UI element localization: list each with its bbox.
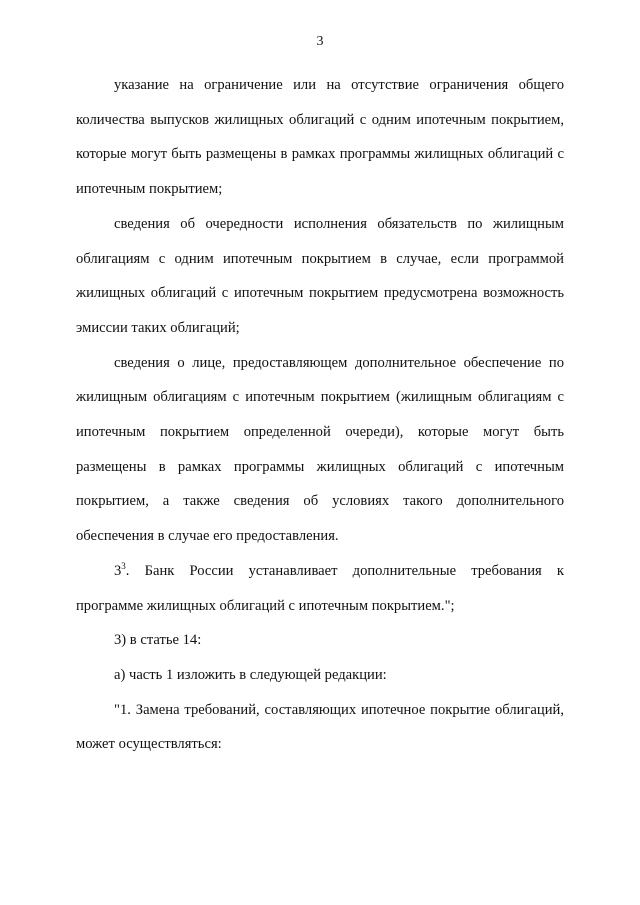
clause-3-3-number: 3 — [114, 562, 122, 579]
item-3: 3) в статье 14: — [114, 632, 202, 649]
page-number: 3 — [316, 34, 324, 49]
document-body — [76, 68, 564, 762]
item-a: а) часть 1 изложить в следующей редакции: — [114, 666, 387, 683]
clause-3-3-superscript: 3 — [121, 560, 126, 571]
clause-3-3-text: . Банк России устанавливает дополнительные требования к программе жилищных облигаций с ипотечным покрытием."; — [76, 562, 564, 614]
paragraph-order-obligations: сведения об очередности исполнения обязательств по жилищным облигациям с одним ипотечным покрытием в случае, если программой жилищных облигаций с ипотечным покрытием предусмотрена возможность эмиссии таких облигаций; — [76, 215, 564, 336]
quote-part-1: "1. Замена требований, составляющих ипотечное покрытие облигаций, может осуществляться: — [76, 701, 564, 753]
clause-3-3 — [76, 554, 564, 623]
paragraph-limit-issues: указание на ограничение или на отсутствие ограничения общего количества выпусков жилищных облигаций с одним ипотечным покрытием, которые могут быть размещены в рамках программы жилищных облигаций с ипотечным покрытием; — [76, 77, 564, 198]
paragraph-additional-security: сведения о лице, предоставляющем дополнительное обеспечение по жилищным облигациям с ипотечным покрытием (жилищным облигациям с ипотечным покрытием определенной очереди), которые могут быть размещены в рамках программы жилищных облигаций с ипотечным покрытием, а также сведения об условиях такого дополнительного обеспечения в случае его предоставления. — [76, 354, 564, 545]
